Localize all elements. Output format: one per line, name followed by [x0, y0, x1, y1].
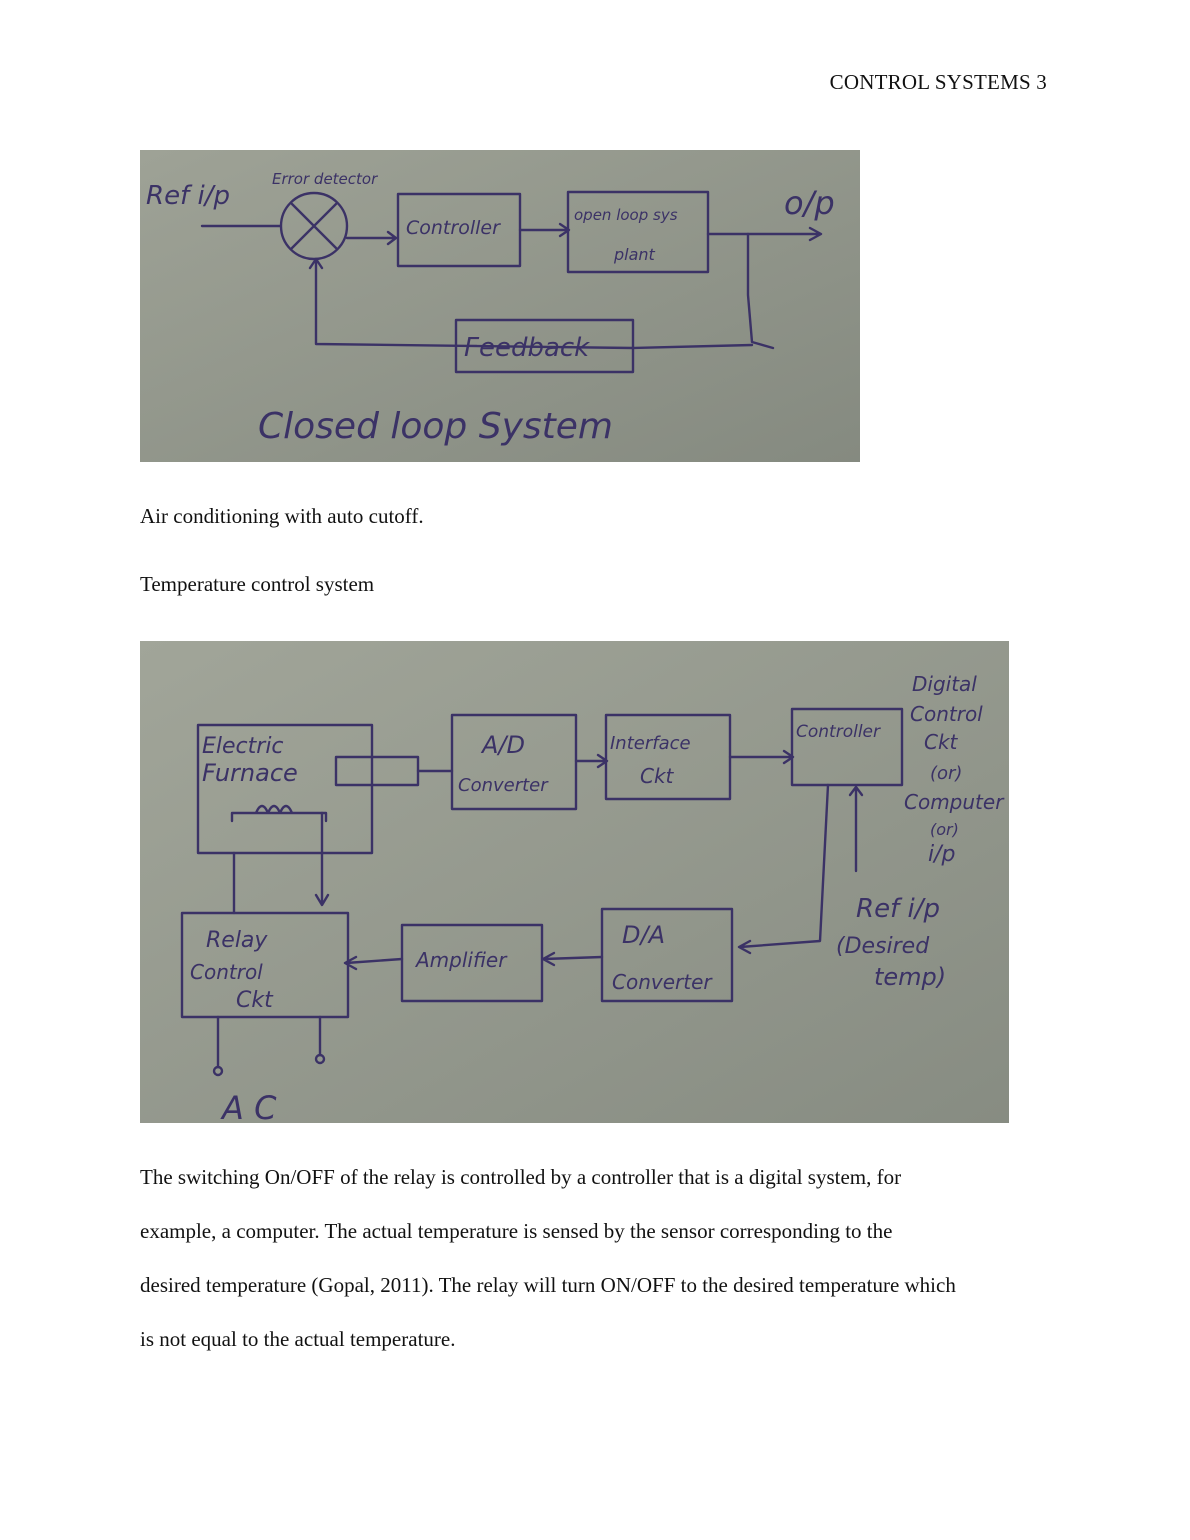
fig1-plant-label-2: plant — [614, 245, 655, 264]
temperature-control-diagram-photo — [140, 641, 1009, 1123]
running-head: CONTROL SYSTEMS 3 — [829, 70, 1047, 94]
fig2-digital-label-2: Control — [910, 702, 983, 726]
fig2-ad-label-2: Converter — [458, 775, 548, 796]
fig2-amplifier-label: Amplifier — [416, 948, 507, 972]
paragraph-line-4: is not equal to the actual temperature. — [140, 1327, 456, 1351]
fig2-interface-label-1: Interface — [610, 733, 691, 754]
fig2-da-label-1: D/A — [622, 921, 665, 949]
fig2-digital-label-1: Digital — [912, 672, 977, 696]
paragraph-line-1: The switching On/OFF of the relay is controlled by a controller that is a digital system, for — [140, 1165, 902, 1189]
fig2-ref-label-2: (Desired — [836, 934, 930, 959]
fig1-feedback-label: Feedback — [464, 333, 590, 363]
fig1-plant-label-1: open loop sys — [574, 206, 678, 224]
fig2-furnace-label-2: Furnace — [202, 759, 298, 787]
fig2-digital-label-5: Computer — [904, 790, 1004, 814]
fig2-ref-label-3: temp) — [874, 963, 947, 991]
fig2-ad-label-1: A/D — [482, 731, 525, 759]
fig2-digital-label-4: (or) — [930, 763, 963, 784]
fig2-interface-label-2: Ckt — [640, 764, 674, 788]
temperature-control-diagram — [140, 641, 1009, 1123]
fig1-error-label: Error detector — [272, 170, 378, 188]
caption-air-conditioning: Air conditioning with auto cutoff. — [140, 504, 424, 528]
fig1-output-label: o/p — [784, 184, 835, 222]
fig2-furnace-label-1: Electric — [202, 734, 284, 759]
paragraph-line-3: desired temperature (Gopal, 2011). The relay will turn ON/OFF to the desired temperature which — [140, 1273, 956, 1297]
fig1-title: Closed loop System — [258, 406, 613, 447]
fig2-digital-label-3: Ckt — [924, 730, 958, 754]
fig2-relay-label-3: Ckt — [236, 988, 273, 1013]
fig2-relay-label-2: Control — [190, 960, 263, 984]
fig1-ref-label: Ref i/p — [146, 181, 230, 211]
fig1-controller-label: Controller — [406, 217, 500, 239]
fig2-digital-label-7: i/p — [928, 842, 956, 867]
fig2-ac-label: A C — [222, 1089, 277, 1123]
closed-loop-diagram — [140, 150, 860, 462]
caption-temperature-control: Temperature control system — [140, 572, 375, 596]
fig2-controller-label: Controller — [796, 722, 880, 742]
paragraph-line-2: example, a computer. The actual temperature is sensed by the sensor corresponding to the — [140, 1219, 893, 1243]
fig2-ref-label-1: Ref i/p — [856, 894, 940, 924]
fig2-digital-label-6: (or) — [930, 820, 959, 839]
fig2-relay-label-1: Relay — [206, 928, 268, 953]
fig2-da-label-2: Converter — [612, 970, 712, 994]
closed-loop-diagram-photo — [140, 150, 860, 462]
